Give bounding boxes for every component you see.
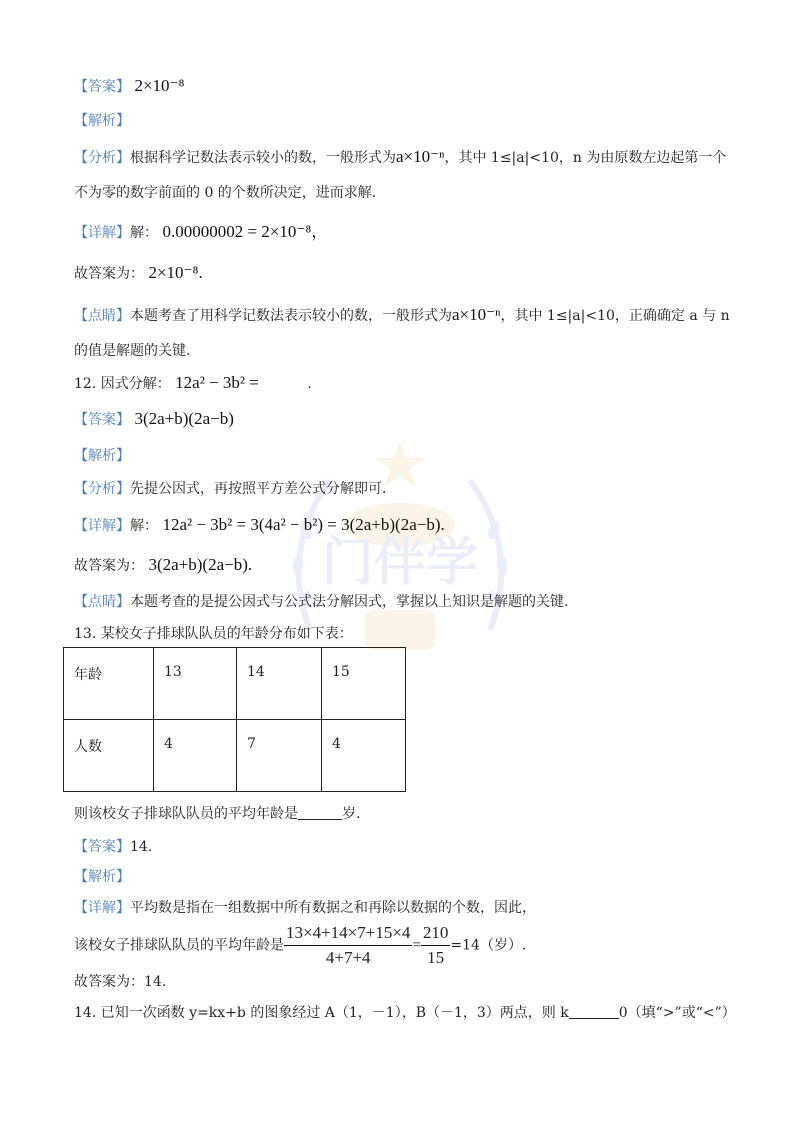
q11-fenxi-line-2: 不为零的数字前面的 0 的个数所决定，进而求解. (74, 185, 377, 201)
answer-prefix: 故答案为： (74, 558, 144, 574)
question-end: . (307, 376, 312, 392)
q13-answer-line (74, 837, 152, 857)
final-answer: 3(2a+b)(2a−b). (148, 555, 253, 574)
answer-expression: 3(2a+b)(2a−b) (134, 409, 234, 428)
xiangjie-text: 平均数是指在一组数据中所有数据之和再除以数据的个数，因此， (130, 900, 536, 916)
answer-prefix: 故答案为： (74, 266, 144, 282)
result-fraction (421, 922, 451, 969)
answer-tag: 【答案】 (74, 412, 130, 428)
fenxi-text: 先提公因式，再按照平方差公式分解即可. (130, 481, 387, 497)
question-expression: 12a² − 3b² = (175, 373, 259, 392)
q11-xiangjie-line (74, 222, 328, 243)
q11-dianjing-line (74, 305, 730, 326)
table-row (64, 720, 406, 792)
xiangjie-expression: 0.00000002 = 2×10⁻⁸， (162, 222, 329, 241)
fraction-numerator: 210 (421, 922, 451, 946)
jiexi-tag: 【解析】 (74, 869, 130, 885)
table-cell: 人数 (64, 720, 154, 792)
result-text: =14（岁）. (450, 937, 527, 954)
xiangjie-tag: 【详解】 (74, 900, 130, 916)
fraction-denominator: 15 (427, 948, 445, 967)
q13-final-answer-line (74, 972, 166, 992)
question-text-2: 0（填“>”或“<”） (618, 1005, 736, 1021)
blank-text: 则该校女子排球队队员的平均年龄是 (74, 806, 298, 822)
dianjing-text-2: ，其中 1≤|a|<10，正确确定 a 与 n (500, 308, 730, 324)
fraction-numerator: 13×4+14×7+15×4 (284, 922, 412, 946)
answer-tag: 【答案】 (74, 839, 130, 855)
dianjing-text: 本题考查的是提公因式与公式法分解因式，掌握以上知识是解题的关键. (130, 594, 569, 610)
jiexi-tag: 【解析】 (74, 448, 130, 464)
fraction-denominator: 4+7+4 (325, 948, 371, 967)
q11-jiexi-line (74, 111, 130, 131)
final-answer: 2×10⁻⁸. (148, 263, 203, 282)
sum-fraction (284, 922, 412, 969)
fenxi-tag: 【分析】 (74, 150, 130, 166)
q13-jiexi-line (74, 867, 130, 887)
table-row (64, 648, 406, 720)
age-distribution-table (63, 647, 406, 792)
answer-blank (263, 376, 307, 390)
q13-blank-line (74, 804, 360, 824)
dianjing-tag: 【点睛】 (74, 308, 130, 324)
table-cell: 4 (154, 720, 237, 792)
xiangjie-tag: 【详解】 (74, 518, 130, 534)
q14-question-line (74, 1003, 736, 1023)
q13-xiangjie-line (74, 898, 536, 918)
q12-question-line (74, 373, 312, 394)
xiangjie-expression: 12a² − 3b² = 3(4a² − b²) = 3(2a+b)(2a−b). (162, 515, 445, 534)
answer-blank[interactable] (298, 805, 342, 820)
table-cell: 7 (237, 720, 322, 792)
q13-calculation-line (74, 922, 526, 969)
equals-sign: = (412, 937, 421, 954)
svg-text:门伴学: 门伴学 (321, 533, 479, 593)
dianjing-text: 本题考查了用科学记数法表示较小的数，一般形式为 (130, 308, 452, 324)
q12-jiexi-line (74, 446, 130, 466)
answer-text: 14. (130, 839, 153, 855)
answer-tag: 【答案】 (74, 79, 130, 95)
q12-final-answer-line (74, 555, 252, 576)
q13-question-line: 13. 某校女子排球队队员的年龄分布如下表： (74, 626, 353, 642)
table-cell: 15 (322, 648, 406, 720)
dianjing-tag: 【点睛】 (74, 594, 130, 610)
q11-final-answer-line (74, 263, 203, 284)
dianjing-expression: a×10⁻ⁿ (452, 305, 501, 324)
jiexi-tag: 【解析】 (74, 113, 130, 129)
blank-text-2: 岁. (342, 806, 361, 822)
fenxi-text: 根据科学记数法表示较小的数，一般形式为 (130, 150, 396, 166)
xiangjie-tag: 【详解】 (74, 225, 130, 241)
q11-answer-line (74, 76, 184, 97)
q12-answer-line (74, 409, 234, 430)
answer-prefix: 故答案为： (74, 974, 144, 990)
fenxi-text-2: ，其中 1≤|a|<10，n 为由原数左边起第一个 (444, 150, 727, 166)
table-cell: 4 (322, 720, 406, 792)
calculation-text: 该校女子排球队队员的平均年龄是 (74, 937, 284, 954)
answer-expression: 2×10⁻⁸ (134, 76, 185, 95)
table-cell: 13 (154, 648, 237, 720)
table-cell: 14 (237, 648, 322, 720)
q12-fenxi-line (74, 479, 386, 499)
answer-blank[interactable] (569, 1004, 619, 1019)
q12-dianjing-line (74, 592, 568, 612)
table-cell: 年龄 (64, 648, 154, 720)
xiangjie-text: 解： (130, 225, 158, 241)
fenxi-expression: a×10⁻ⁿ (396, 147, 445, 166)
question-text: 14. 已知一次函数 y=kx+b 的图象经过 A（1，－1），B（－1，3）两点，则 k (74, 1005, 569, 1021)
q11-fenxi-line (74, 147, 726, 168)
xiangjie-text: 解： (130, 518, 158, 534)
fenxi-tag: 【分析】 (74, 481, 130, 497)
q12-xiangjie-line (74, 515, 445, 536)
q11-dianjing-line-2: 的值是解题的关键. (74, 343, 191, 359)
question-text: 12. 因式分解： (74, 376, 171, 392)
final-answer: 14. (144, 974, 167, 990)
